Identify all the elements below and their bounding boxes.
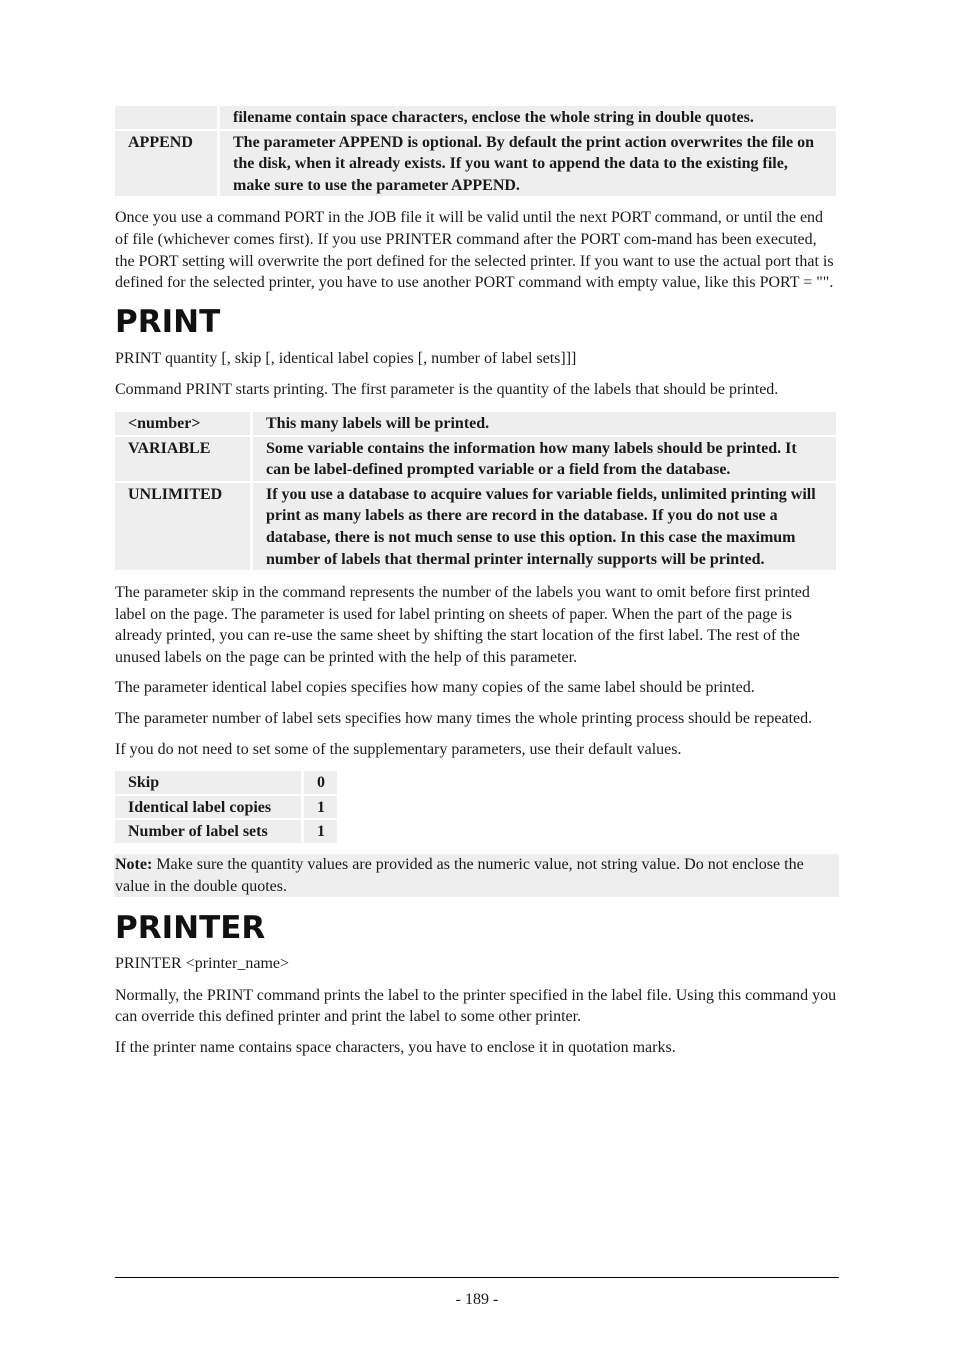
option-desc: If you use a database to acquire values for variable fields, unlimited printing will print as many labels as there are record in the database. If you do not use a database, there is not much sense to use this option. In this case the maximum number of labels that thermal printer internally supports will be printed. xyxy=(253,483,836,570)
print-options-table xyxy=(112,410,839,572)
note-text: Make sure the quantity values are provided as the numeric value, not string value. Do not enclose the value in the double quotes. xyxy=(115,856,804,895)
note-box xyxy=(114,854,839,897)
table-row xyxy=(115,437,836,481)
option-key: UNLIMITED xyxy=(115,483,250,570)
note-label: Note: xyxy=(115,856,153,874)
table-row xyxy=(115,483,836,570)
table-row xyxy=(115,106,836,129)
printer-heading: PRINTER xyxy=(115,910,266,947)
append-table xyxy=(112,104,839,198)
table-row xyxy=(115,796,337,819)
table-row xyxy=(115,820,337,843)
default-value: 1 xyxy=(304,796,337,819)
page-number: - 189 - xyxy=(455,1291,499,1308)
default-key: Number of label sets xyxy=(115,820,301,843)
table-row xyxy=(115,771,337,794)
printer-syntax: PRINTER <printer_name> xyxy=(115,955,290,973)
default-value: 1 xyxy=(304,820,337,843)
page-content xyxy=(115,104,839,1059)
option-key: VARIABLE xyxy=(115,437,250,481)
default-key: Skip xyxy=(115,771,301,794)
printer-paragraph-2: If the printer name contains space characters, you have to enclose it in quotation marks. xyxy=(115,1039,676,1056)
print-intro: Command PRINT starts printing. The first parameter is the quantity of the labels that should be printed. xyxy=(115,381,779,399)
copies-paragraph: The parameter identical label copies specifies how many copies of the same label should be printed. xyxy=(115,679,755,697)
skip-paragraph: The parameter skip in the command represents the number of the labels you want to omit before first printed label on the page. The parameter is used for label printing on sheets of paper. When the part of the page is already printed, you can re-use the same sheet by shifting the start location of the first label. The rest of the unused labels on the page can be printed with the help of this parameter. xyxy=(115,584,810,666)
default-value: 0 xyxy=(304,771,337,794)
option-desc: Some variable contains the information how many labels should be printed. It can be label-defined prompted variable or a field from the database. xyxy=(253,437,836,481)
port-paragraph: Once you use a command PORT in the JOB file it will be valid until the next PORT command, or until the end of file (whichever comes first). If you use PRINTER command after the PORT com-mand has been executed, the PORT setting will overwrite the port defined for the selected printer. If you want to use the actual port that is defined for the selected printer, you have to use another PORT command with empty value, like this PORT = "". xyxy=(115,209,834,292)
table-row xyxy=(115,412,836,435)
printer-paragraph-1: Normally, the PRINT command prints the label to the printer specified in the label file. Using this command you can override this defined printer and print the label to some other printer. xyxy=(115,986,837,1026)
param-key: APPEND xyxy=(115,131,217,197)
param-desc: filename contain space characters, enclose the whole string in double quotes. xyxy=(220,106,836,129)
default-key: Identical label copies xyxy=(115,796,301,819)
footer-divider xyxy=(115,1277,839,1278)
print-heading: PRINT xyxy=(115,303,221,340)
option-desc: This many labels will be printed. xyxy=(253,412,836,435)
sets-paragraph: The parameter number of label sets specifies how many times the whole printing process should be repeated. xyxy=(115,710,813,728)
table-row xyxy=(115,131,836,197)
param-key xyxy=(115,106,217,129)
defaults-table xyxy=(112,769,340,845)
print-syntax: PRINT quantity [, skip [, identical label copies [, number of label sets]]] xyxy=(115,349,577,367)
param-desc: The parameter APPEND is optional. By default the print action overwrites the file on the disk, when it already exists. If you want to append the data to the existing file, make sure to use the parameter APPEND. xyxy=(220,131,836,197)
option-key: <number> xyxy=(115,412,250,435)
defaults-paragraph: If you do not need to set some of the supplementary parameters, use their default values. xyxy=(115,740,682,758)
